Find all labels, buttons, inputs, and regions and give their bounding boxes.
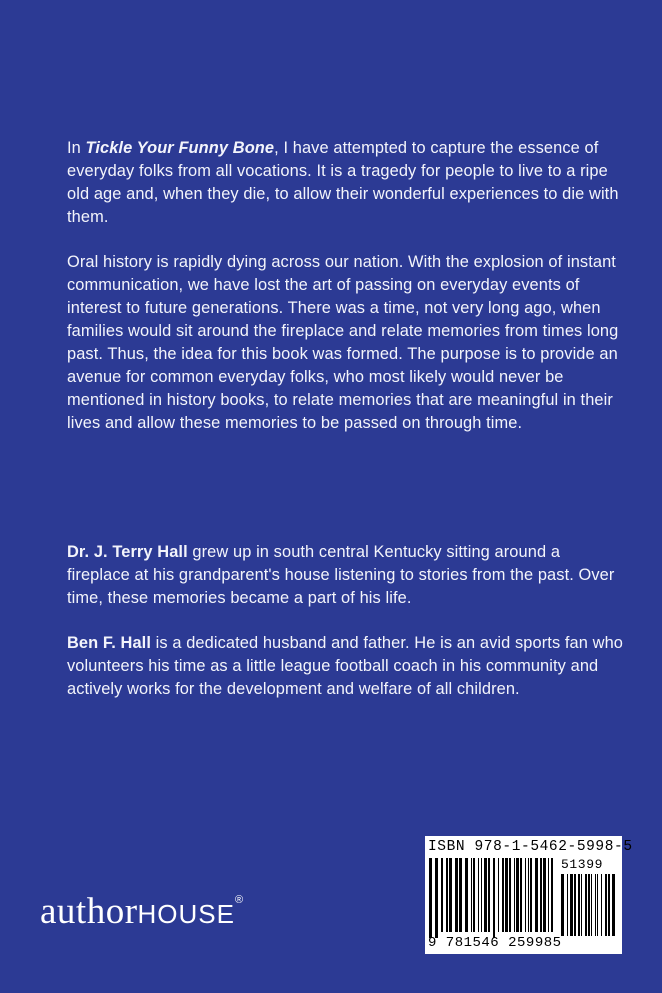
price-addon-code: 51399 xyxy=(561,857,604,872)
addon-barcode-bars xyxy=(561,874,617,936)
book-description xyxy=(67,137,627,457)
barcode-bar xyxy=(471,858,472,932)
author-name-2: Ben F. Hall xyxy=(67,634,151,652)
barcode-bar xyxy=(429,858,432,938)
description-paragraph-1: In Tickle Your Funny Bone, I have attempted to capture the essence of everyday folks from all vocations. It is a tragedy for people to live to a ripe old age and, when they die, to allow their wonderful experiences to die with them. xyxy=(67,139,619,226)
barcode-bar xyxy=(530,858,532,932)
barcode-bar xyxy=(441,858,443,932)
author-bio-2: Ben F. Hall is a dedicated husband and father. He is an avid sports fan who volunteers his time as a little league football coach in his community and actively works for the development and welfare of all children. xyxy=(67,634,623,698)
barcode-bar xyxy=(540,858,542,932)
barcode-bar xyxy=(516,858,519,932)
isbn-barcode xyxy=(425,836,633,954)
barcode-bar xyxy=(588,874,590,936)
ean-digits: 9 781546 259985 xyxy=(428,935,562,951)
barcode-bar xyxy=(585,874,587,936)
barcode-bar xyxy=(528,858,529,932)
barcode-bar xyxy=(520,858,522,932)
description-paragraph-2: Oral history is rapidly dying across our nation. With the explosion of instant communication, we have lost the art of passing on everyday events of interest to future generations. There was a time, not very long ago, when families would sit around the fireplace and relate memories from times long past. Thus, the idea for this book was formed. The purpose is to provide an avenue for common everyday folks, who most likely would never be mentioned in history books, to relate memories that are meaningful in their lives and allow these memories to be passed on through time. xyxy=(67,253,619,432)
barcode-bar xyxy=(612,874,615,936)
barcode-bar xyxy=(505,858,508,932)
barcode-bar xyxy=(605,874,607,936)
barcode-bar xyxy=(535,858,538,932)
author-name-1: Dr. J. Terry Hall xyxy=(67,543,188,561)
barcode-bar xyxy=(455,858,458,932)
author-bio-1: Dr. J. Terry Hall grew up in south central Kentucky sitting around a fireplace at his grandparent's house listening to stories from the past. Over time, these memories became a part of his life. xyxy=(67,543,615,607)
ean-barcode-bars xyxy=(429,858,557,938)
barcode-bar xyxy=(578,874,580,936)
barcode-bar xyxy=(574,874,576,936)
barcode-bar xyxy=(548,858,549,932)
barcode-bar xyxy=(478,858,479,932)
isbn-label: ISBN 978-1-5462-5998-5 xyxy=(428,839,633,855)
barcode-bar xyxy=(493,858,495,938)
barcode-bar xyxy=(595,874,596,936)
barcode-bar xyxy=(597,874,598,936)
barcode-bar xyxy=(449,858,452,932)
barcode-bar xyxy=(488,858,490,932)
barcode-bar xyxy=(473,858,475,932)
barcode-bar xyxy=(543,858,546,932)
barcode-bar xyxy=(525,858,526,932)
barcode-bar xyxy=(502,858,504,932)
barcode-bar xyxy=(514,858,515,932)
author-bios xyxy=(67,541,627,723)
publisher-logo: authorHOUSE® xyxy=(40,891,244,932)
barcode-bar xyxy=(551,858,553,932)
barcode-bar xyxy=(435,858,438,938)
barcode-bar xyxy=(509,858,511,932)
barcode-bar xyxy=(601,874,602,936)
book-title: Tickle Your Funny Bone xyxy=(85,139,275,157)
barcode-bar xyxy=(498,858,499,932)
barcode-bar xyxy=(465,858,468,932)
barcode-bar xyxy=(570,874,573,936)
barcode-bar xyxy=(481,858,482,932)
barcode-bar xyxy=(567,874,568,936)
barcode-bar xyxy=(591,874,592,936)
barcode-bar xyxy=(608,874,610,936)
barcode-bar xyxy=(484,858,487,932)
barcode-bar xyxy=(581,874,582,936)
barcode-bar xyxy=(459,858,462,932)
barcode-bar xyxy=(561,874,564,936)
barcode-bar xyxy=(446,858,448,932)
